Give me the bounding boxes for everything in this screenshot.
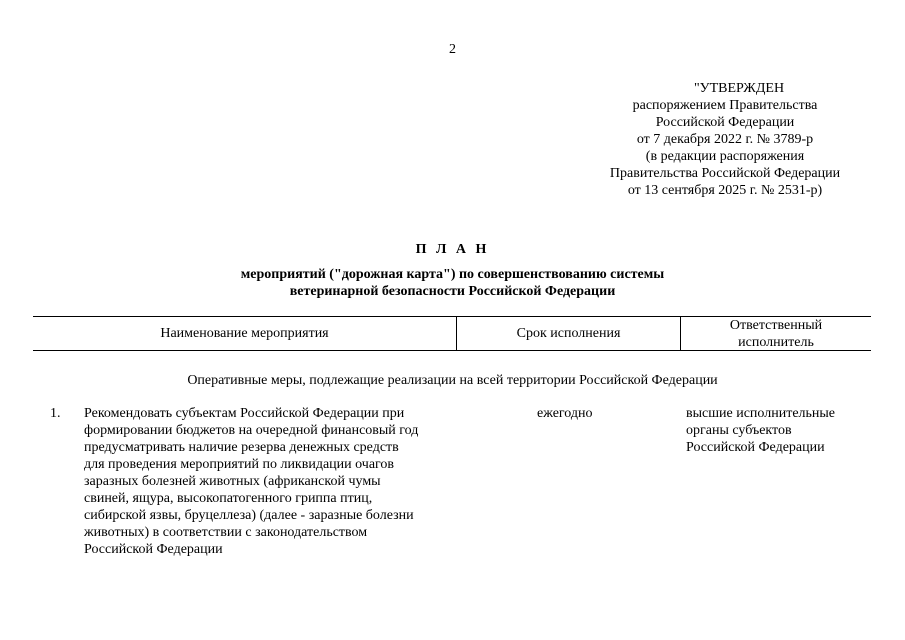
plan-subtitle-line: мероприятий ("дорожная карта") по совершенствованию системы [240,267,665,282]
approval-line: распоряжением Правительства [632,98,818,113]
row-responsible-line: Российской Федерации [686,440,825,455]
approval-heading: "УТВЕРЖДЕН [693,81,785,96]
column-header-responsible-line: Ответственный [729,317,823,333]
row-number: 1. [50,406,61,421]
row-measure-line: свиней, ящура, высокопатогенного гриппа птиц, [84,491,373,506]
row-measure-line: животных) в соответствии с законодательством [84,525,368,540]
row-measure-line: предусматривать наличие резерва денежных средств [84,440,399,455]
column-header-responsible [681,317,871,350]
approval-line: от 13 сентября 2025 г. № 2531-р) [627,183,823,198]
column-header-name-label: Наименование мероприятия [160,326,329,341]
row-measure-line: Российской Федерации [84,542,223,557]
page-number: 2 [449,42,456,57]
row-measure-line: для проведения мероприятий по ликвидации очагов [84,457,395,472]
column-header-term [457,317,681,350]
plan-subtitle [0,266,905,300]
plan-title: П Л А Н [415,242,490,257]
approval-line: Российской Федерации [655,115,795,130]
approval-line: от 7 декабря 2022 г. № 3789-р [636,132,814,147]
row-measure-line: заразных болезней животных (африканской чумы [84,474,381,489]
column-header-responsible-line: исполнитель [738,334,814,350]
row-responsible [686,405,835,456]
column-header-name [33,317,457,350]
row-measure-line: формировании бюджетов на очередной финансовый год [84,423,419,438]
row-responsible-line: высшие исполнительные [686,406,836,421]
approval-stamp [590,80,860,199]
row-measure-line: Рекомендовать субъектам Российской Федерации при [84,406,405,421]
row-responsible-line: органы субъектов [686,423,792,438]
row-measure-name [84,405,464,558]
column-header-term-label: Срок исполнения [516,326,621,341]
approval-line: Правительства Российской Федерации [609,166,841,181]
section-heading: Оперативные меры, подлежащие реализации на всей территории Российской Федерации [187,373,718,388]
row-term: ежегодно [537,406,593,421]
row-measure-line: сибирской язвы, бруцеллеза) (далее - заразные болезни [84,508,414,523]
approval-line: (в редакции распоряжения [645,149,805,164]
plan-subtitle-line: ветеринарной безопасности Российской Федерации [289,284,616,299]
table-header [33,316,871,351]
